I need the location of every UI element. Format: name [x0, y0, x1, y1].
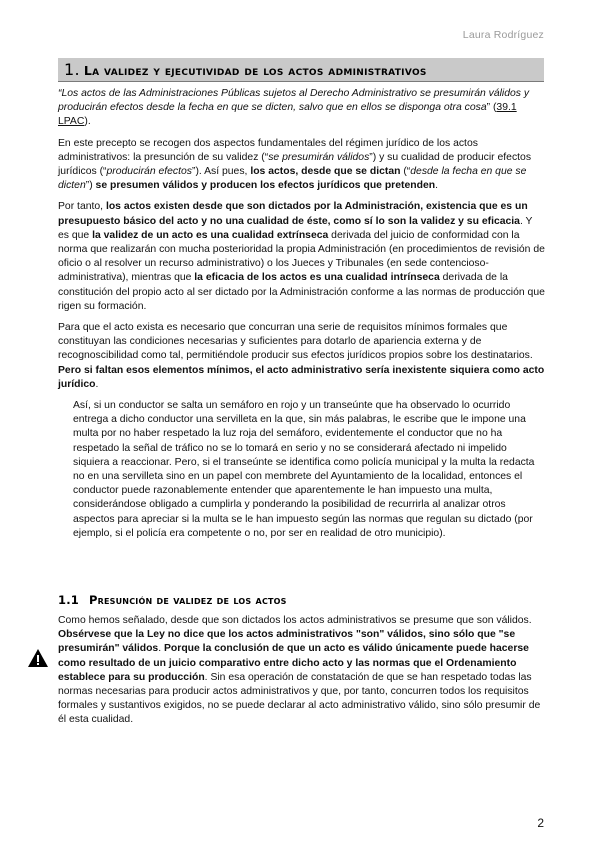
paragraph: En este precepto se recogen dos aspectos fundamentales del régimen jurídico de los actos administrativos: la presunción de su validez (“se presumirán válidos”) y su cualidad de producir efectos jurídicos (“producirán efectos”). Así pues, los actos, desde que se dictan (“desde la fecha en que se dicten”) se presumen válidos y producen los efectos jurídicos que pretenden.	[58, 137, 532, 192]
author-header: Laura Rodríguez	[462, 29, 544, 41]
warning-icon	[27, 648, 49, 668]
paragraph: Para que el acto exista es necesario que concurran una serie de requisitos mínimos formales que constituyan las condiciones necesarias y suficientes para dotarlo de apariencia externa y de recognoscibilidad como tal, permitiéndole producir sus efectos jurídicos propios sobre los destinatarios. Pero si faltan esos elementos mínimos, el acto administrativo sería inexistente siquiera como acto jurídico.	[58, 322, 545, 390]
paragraph: Por tanto, los actos existen desde que son dictados por la Administración, existencia que es un presupuesto básico del acto y no una cualidad de éste, como sí lo son la validez y su eficacia. Y es que la validez de un acto es una cualidad extrínseca derivada del juicio de conformidad con la norma que realizarán con mucha posterioridad la propia Administración (en procedimientos de revisión de oficio o al resolver un recurso administrativo) o los Jueces y Tribunales (en sede contencioso-administrativa), mientras que la eficacia de los actos es una cualidad intrínseca derivada de la constitución del propio acto al ser dictado por la Administración conforme a las normas de producción que rigen su formación.	[58, 201, 545, 312]
page-number: 2	[537, 816, 544, 830]
section-number: 1.	[64, 60, 80, 79]
section-title: La validez y ejecutividad de los actos administrativos	[83, 63, 427, 78]
section-body	[58, 87, 546, 548]
paragraph-quote: “Los actos de las Administraciones Públicas sujetos al Derecho Administrativo se presumirán válidos y producirán efectos desde la fecha en que se dicten, salvo que en ellos se disponga otra cosa” (39.1 LPAC).	[58, 88, 530, 128]
subsection-body	[58, 614, 546, 735]
subsection-heading	[58, 593, 287, 607]
section-heading	[64, 60, 427, 79]
subsection-number: 1.1	[58, 593, 79, 607]
paragraph: Como hemos señalado, desde que son dictados los actos administrativos se presume que son válidos. Obsérvese que la Ley no dice que los actos administrativos "son" válidos, sino sólo que "se presumirán" válidos. Porque la conclusión de que un acto es válido únicamente puede hacerse como resultado de un juicio comparativo entre dicho acto y las normas que el Ordenamiento establece para su producción. Sin esa operación de constatación de que se han respetado todas las normas necesarias para producir actos administrativos y que, por tanto, concurren todos los requisitos formales y sustantivos exigidos, no se puede declarar al acto administrativo válido, sino sólo presumir de él esta cualidad.	[58, 615, 541, 726]
example-paragraph: Así, si un conductor se salta un semáforo en rojo y un transeúnte que ha observado lo ocurrido entrega a dicho conductor una servilleta en la que, sin más palabras, le escribe que le impone una multa por no haber respetado la luz roja del semáforo, evidentemente el conductor que no ha respetado la señal de tráfico no se lo tomará en serio y no se considerará afectado ni impelido siquiera a reaccionar. Pero, si el transeúnte se identifica como policía municipal y la multa la redacta no en una servilleta sino en un papel con membrete del Ayuntamiento de la localidad, entonces el conductor puede razonablemente entender que aparentemente le han impuesto una multa, considerándose obligado a cumplirla y ponderando la posibilidad de recurrirla al analizar otros aspectos para apreciar si la multa se le han impuesto según las normas que regulan su dictado (por ejemplo, si el policía era competente o no, por ser en realidad de otro municipio).	[73, 400, 535, 539]
law-reference-link[interactable]: 39.1 LPAC	[58, 102, 517, 128]
subsection-title: Presunción de validez de los actos	[88, 593, 287, 607]
